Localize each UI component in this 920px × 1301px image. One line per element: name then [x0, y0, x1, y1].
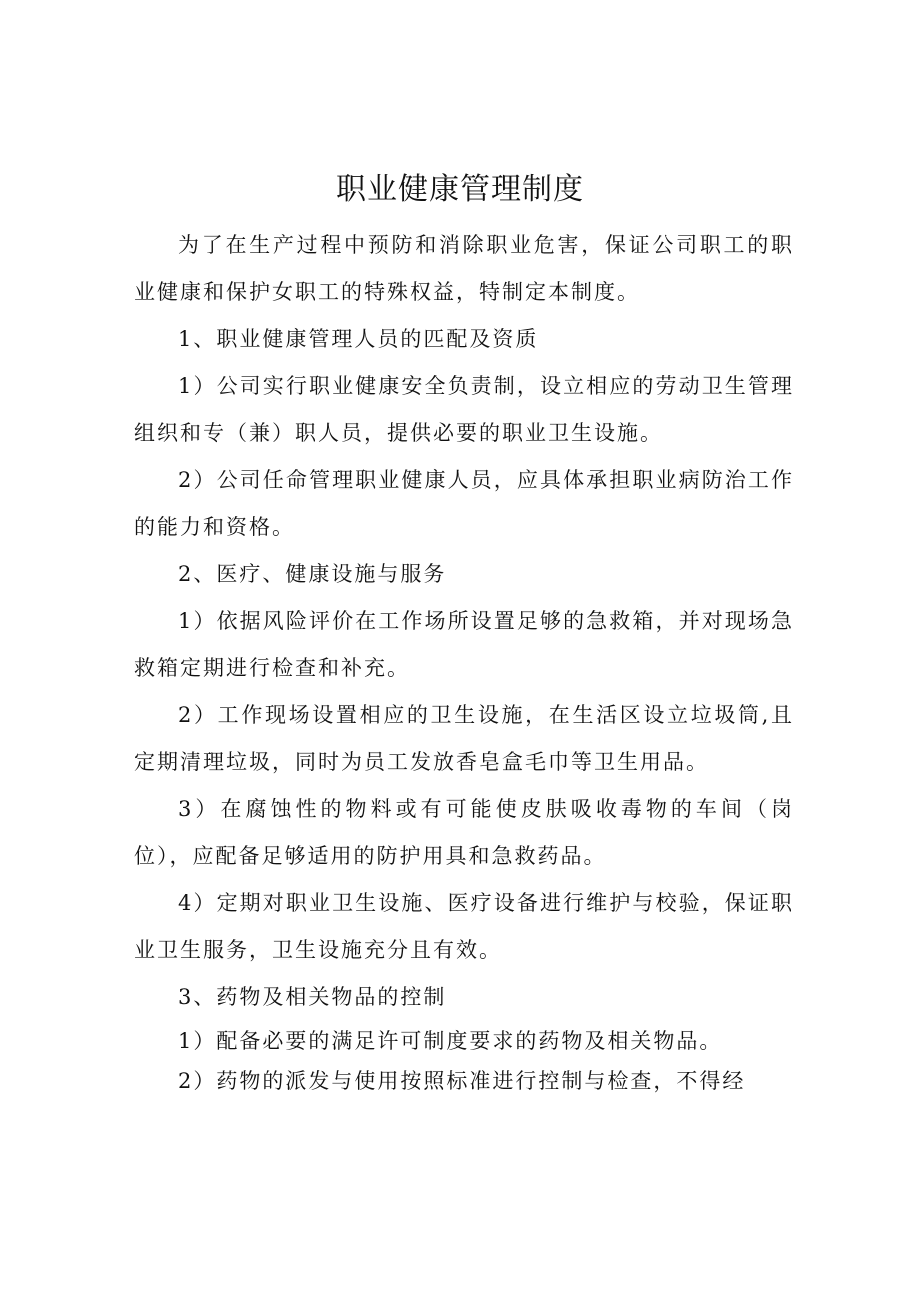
intro-paragraph: 为了在生产过程中预防和消除职业危害，保证公司职工的职业健康和保护女职工的特殊权益，特制定本制度。: [134, 233, 794, 304]
page-title: 职业健康管理制度: [336, 172, 584, 207]
list-item: 2）药物的派发与使用按照标准进行控制与检查，不得经: [178, 1069, 746, 1093]
list-item: 1）依据风险评价在工作场所设置足够的急救箱，并对现场急救箱定期进行检查和补充。: [134, 609, 794, 680]
list-item: 1）公司实行职业健康安全负责制，设立相应的劳动卫生管理组织和专（兼）职人员，提供必要的职业卫生设施。: [134, 374, 794, 445]
list-item: 2）工作现场设置相应的卫生设施，在生活区设立垃圾筒,且定期清理垃圾，同时为员工发放香皂盒毛巾等卫生用品。: [134, 703, 794, 774]
section-heading-1: 1、职业健康管理人员的匹配及资质: [178, 327, 539, 351]
list-item: 1）配备必要的满足许可制度要求的药物及相关物品。: [178, 1029, 723, 1053]
document-body: [134, 222, 794, 1101]
list-item: 2）公司任命管理职业健康人员，应具体承担职业病防治工作的能力和资格。: [134, 468, 794, 539]
list-item: 3）在腐蚀性的物料或有可能使皮肤吸收毒物的车间（岗位），应配备足够适用的防护用具和急救药品。: [134, 797, 794, 868]
section-heading-3: 3、药物及相关物品的控制: [178, 985, 447, 1009]
section-heading-2: 2、医疗、健康设施与服务: [178, 562, 447, 586]
list-item: 4）定期对职业卫生设施、医疗设备进行维护与校验，保证职业卫生服务，卫生设施充分且有效。: [134, 891, 794, 962]
